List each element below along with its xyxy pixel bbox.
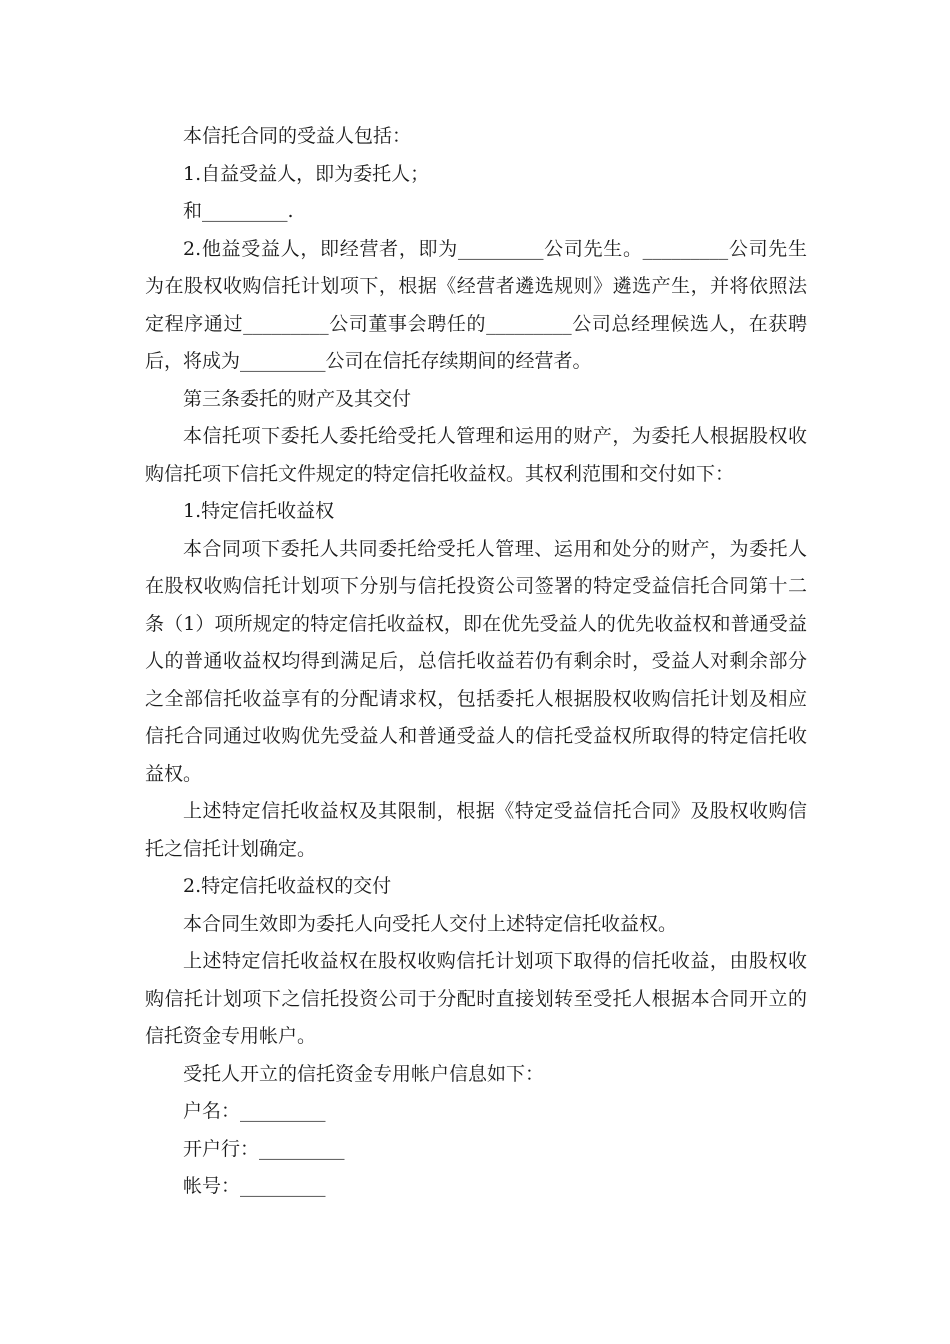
paragraph-other-beneficiary: 2.他益受益人，即经营者，即为_________公司先生。_________公司先生为在股权收购信托计划项下，根据《经营者遴选规则》遴选产生，并将依照法定程序通过_________公司董事会聘任的_________公司总经理候选人，在获聘后，将成为_________公司在信托存续期间的经营者。 <box>145 237 807 372</box>
subheading-specific-income-right: 1.特定信托收益权 <box>183 500 335 522</box>
account-name-line: 户名：_________ <box>183 1100 326 1122</box>
paragraph-self-beneficiary: 1.自益受益人，即为委托人； <box>183 162 430 185</box>
paragraph-income-right-detail: 本合同项下委托人共同委托给受托人管理、运用和处分的财产，为委托人在股权收购信托计划项下分别与信托投资公司签署的特定受益信托合同第十二条（1）项所规定的特定信托收益权，即在优先受益人的优先收益权和普通受益人的普通收益权均得到满足后，总信托收益若仍有剩余时，受益人对剩余部分之全部信托收益享有的分配请求权，包括委托人根据股权收购信托计划及相应信托合同通过收购优先受益人和普通受益人的信托受益权所取得的特定信托收益权。 <box>145 537 807 785</box>
paragraph-account-info-intro: 受托人开立的信托资金专用帐户信息如下： <box>183 1062 545 1085</box>
paragraph-beneficiaries-intro: 本信托合同的受益人包括： <box>183 125 412 147</box>
paragraph-income-transfer: 上述特定信托收益权在股权收购信托计划项下取得的信托收益，由股权收购信托计划项下之信托投资公司于分配时直接划转至受托人根据本合同开立的信托资金专用帐户。 <box>145 950 807 1047</box>
subheading-delivery: 2.特定信托收益权的交付 <box>183 875 392 897</box>
account-number-line: 帐号：_________ <box>183 1175 326 1197</box>
account-bank-line: 开户行：_________ <box>183 1137 345 1160</box>
paragraph-delivery-effective: 本合同生效即为委托人向受托人交付上述特定信托收益权。 <box>183 912 678 935</box>
section-heading-article-3: 第三条委托的财产及其交付 <box>183 387 412 410</box>
paragraph-trust-property: 本信托项下委托人委托给受托人管理和运用的财产，为委托人根据股权收购信托项下信托文件规定的特定信托收益权。其权利范围和交付如下： <box>145 425 807 485</box>
paragraph-and-blank: 和_________. <box>183 200 294 222</box>
document-body <box>145 118 807 1206</box>
paragraph-income-right-limits: 上述特定信托收益权及其限制，根据《特定受益信托合同》及股权收购信托之信托计划确定。 <box>145 800 807 860</box>
